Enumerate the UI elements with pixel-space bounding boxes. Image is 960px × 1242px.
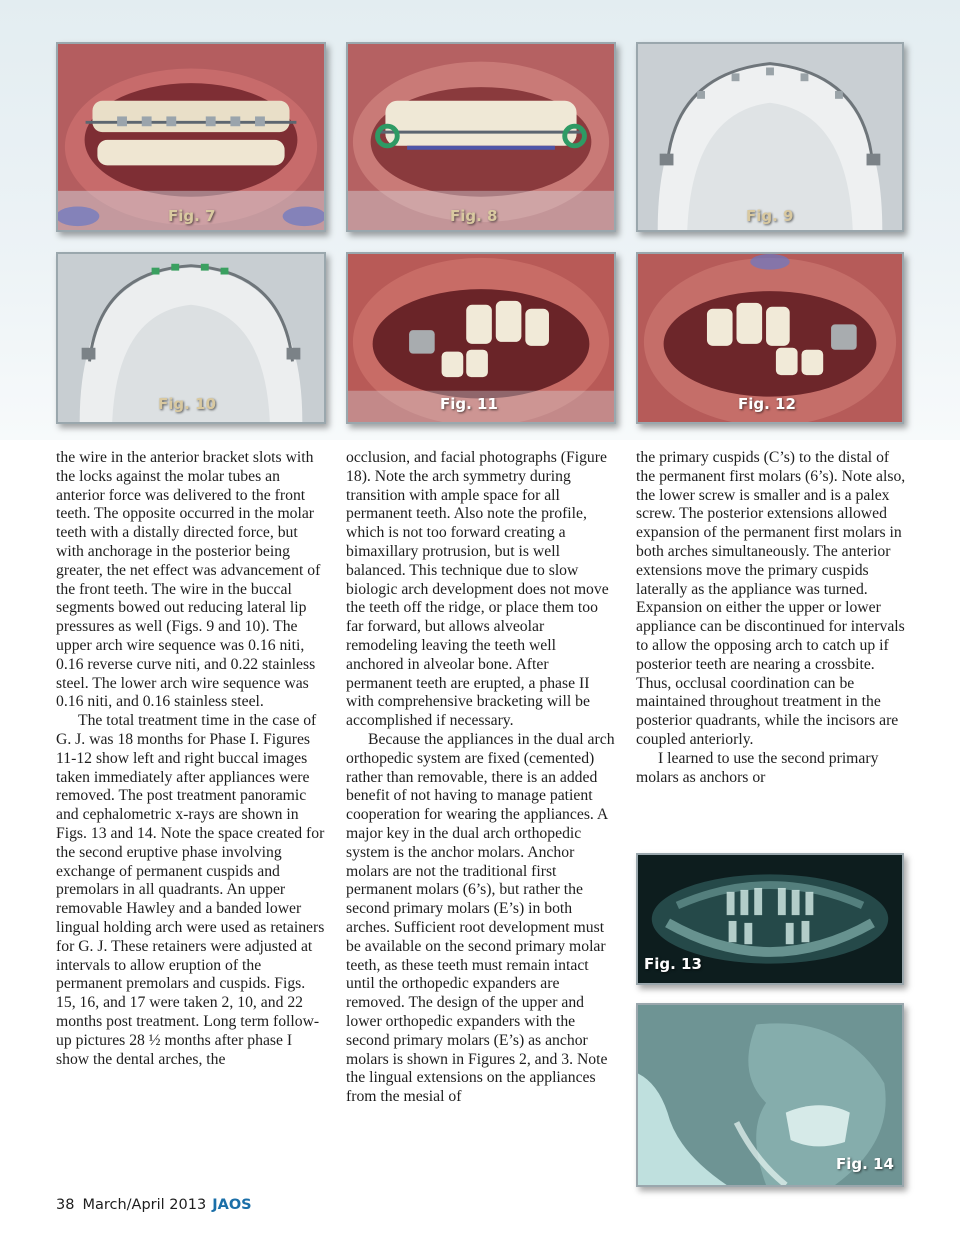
upper-arch-model-image: [638, 44, 902, 230]
column-middle-paragraph-1: occlusion, and facial photographs (Figure 18). Note the arch symmetry during transition with ample space for all permanent teeth. Also note the profile, which is not too forward creating a bimaxillary protrusion, but is well balanced. This technique due to slow biologic arch development does not move the teeth off the ridge, or place them too far forward, but allows alveolar remodeling leaving the teeth well anchored in alveolar bone. After permanent teeth are erupted, a phase II with comprehensive bracketing will be accomplished if necessary.: [346, 449, 609, 730]
figure-9-caption: Fig. 9: [746, 207, 794, 225]
figure-12-caption: Fig. 12: [738, 395, 796, 413]
column-right: [636, 449, 906, 787]
figure-11-caption: Fig. 11: [440, 395, 498, 413]
figure-13-caption: Fig. 13: [644, 955, 702, 973]
column-right-paragraph-1: the primary cuspids (C’s) to the distal of the permanent first molars (6’s). Note also, the lower screw is smaller and is a palex screw. The posterior extensions allowed expansion of the permanent first molars in both arches simultaneously. The anterior extensions move the primary cuspids laterally as the appliance was turned. Expansion on either the upper or lower appliance can be discontinued for intervals to allow the opposing arch to catch up if posterior teeth are nearing a crossbite. Thus, occlusal coordination can be maintained throughout treatment in the posterior quadrants, while the incisors are coupled anteriorly.: [636, 449, 906, 748]
column-left-paragraph-1: the wire in the anterior bracket slots with the locks against the molar tubes an anterior force was delivered to the front teeth. The opposite occurred in the molar teeth with a distally directed force, but with anchorage in the posterior being greater, the net effect was advancement of the front teeth. The wire in the buccal segments bowed out reducing lateral lip pressures as well (Figs. 9 and 10). The upper arch wire sequence was 0.16 niti, 0.16 reverse curve niti, and 0.22 stainless steel. The lower arch wire sequence was 0.16 niti, and 0.16 stainless steel.: [56, 449, 321, 711]
page-number: 38: [56, 1197, 75, 1213]
figure-12-photo: [636, 252, 904, 424]
column-left-paragraph-2: The total treatment time in the case of G. J. was 18 months for Phase I. Figures 11-12 show left and right buccal images taken immediately after appliances were removed. The post treatment panoramic and cephalometric x-rays are shown in Figs. 13 and 14. Note the space created for the second eruptive phase involving exchange of permanent cuspids and premolars in all quadrants. An upper removable Hawley and a banded lower lingual holding arch were used as retainers for G. J. These retainers were adjusted at intervals to allow eruption of the permanent premolars and cuspids. Figs. 15, 16, and 17 were taken 2, 10, and 22 months post treatment. Long term follow-up pictures 28 ½ months after phase I show the dental arches, the: [56, 712, 325, 1068]
column-middle-paragraph-2: Because the appliances in the dual arch orthopedic system are fixed (cemented) rather than removable, there is an added benefit of not having to manage patient cooperation for wearing the appliances. A major key in the dual arch orthopedic system is the anchor molars. Anchor molars are not the traditional first permanent molars (6’s), but rather the second primary molars (E’s) in both arches. Sufficient root development must be available on the second primary molar teeth, as these teeth must remain intact until the orthopedic expanders are removed. The design of the upper and lower orthopedic expanders with the second primary molars (E’s) as anchor molars is shown in Figures 2, and 3. Note the lingual extensions on the appliances from the mesial of: [346, 730, 615, 1106]
figure-7-photo: [56, 42, 326, 232]
figure-8-caption: Fig. 8: [450, 207, 498, 225]
figure-13-photo: [636, 853, 904, 985]
column-middle: [346, 449, 616, 1107]
figure-14-caption: Fig. 14: [836, 1155, 894, 1173]
figure-10-photo: [56, 252, 326, 424]
issue-date: March/April 2013: [82, 1197, 207, 1213]
journal-name: JAOS: [212, 1197, 252, 1213]
figure-8-photo: [346, 42, 616, 232]
figure-9-photo: [636, 42, 904, 232]
figure-11-photo: [346, 252, 616, 424]
column-right-paragraph-2: I learned to use the second primary molars as anchors or: [636, 749, 879, 786]
figure-7-caption: Fig. 7: [168, 207, 216, 225]
figure-14-photo: [636, 1003, 904, 1187]
page-footer: [56, 1197, 252, 1213]
intraoral-frontal-braces-image: [58, 44, 324, 230]
intraoral-frontal-bite-image: [348, 44, 614, 230]
column-left: [56, 449, 326, 1069]
figure-10-caption: Fig. 10: [158, 395, 216, 413]
